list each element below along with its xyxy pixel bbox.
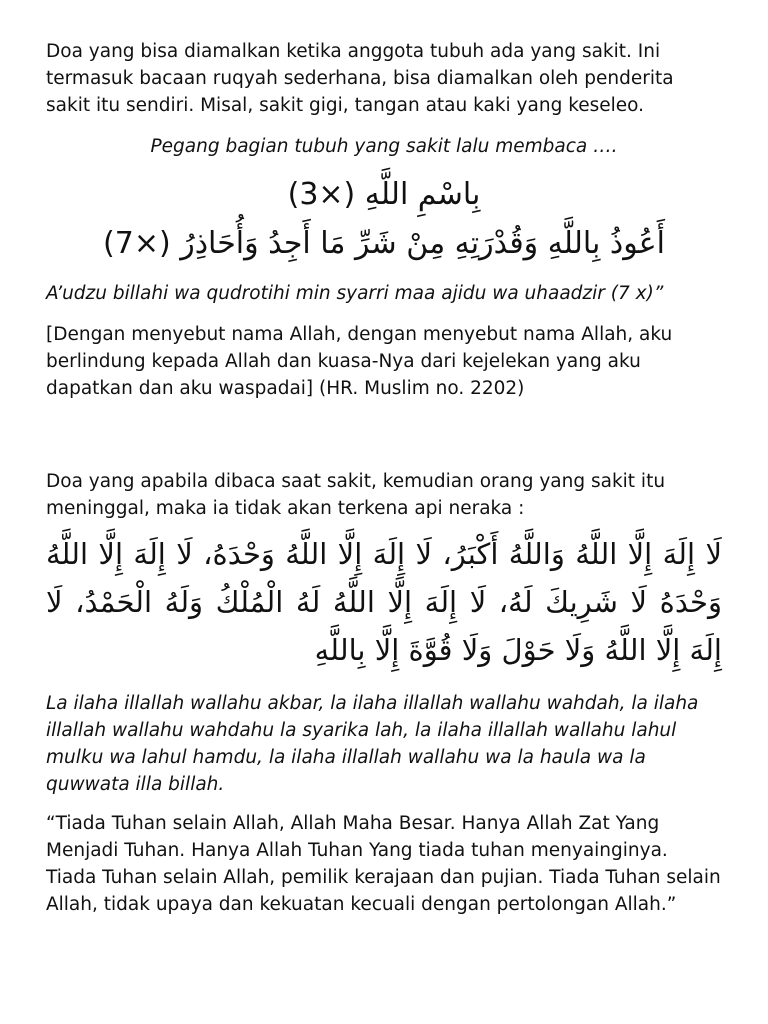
section2-translation: “Tiada Tuhan selain Allah, Allah Maha Besar. Hanya Allah Zat Yang Menjadi Tuhan. Hanya Allah Tuhan Yang tiada tuhan menyainginya. Tiada Tuhan selain Allah, pemilik kerajaan dan pujian. Tiada Tuhan selain Allah, tidak upaya dan kekuatan kecuali dengan pertolongan Allah.” [46,813,721,915]
section1-transliteration: A’udzu billahi wa qudrotihi min syarri maa ajidu wa uhaadzir (7 x)” [46,283,664,304]
section2-intro: Doa yang apabila dibaca saat sakit, kemudian orang yang sakit itu meninggal, maka ia tidak akan terkena api neraka : [46,471,666,519]
section2-transliteration: La ilaha illallah wallahu akbar, la ilaha illallah wallahu wahdah, la ilaha illallah wallahu wahdahu la syarika lah, la ilaha illallah wallahu lahul mulku wa lahul hamdu, la ilaha illallah wallahu wa la haula wa la quwwata illa billah. [46,693,699,795]
section1-instruction: Pegang bagian tubuh yang sakit lalu membaca …. [150,136,618,157]
arabic-tahlil: لَا إِلَهَ إِلَّا اللَّهُ وَاللَّهُ أَكْبَرُ، لَا إِلَهَ إِلَّا اللَّهُ وَحْدَهُ، لَا إِلَهَ إِلَّا اللَّهُ وَحْدَهُ لَا شَرِيكَ لَهُ، لَا إِلَهَ إِلَّا اللَّهُ لَهُ الْمُلْكُ وَلَهُ الْحَمْدُ، لَا إِلَهَ إِلَّا اللَّهُ وَلَا حَوْلَ وَلَا قُوَّةَ إِلَّا بِاللَّهِ [46,537,722,667]
section1-intro: Doa yang bisa diamalkan ketika anggota tubuh ada yang sakit. Ini termasuk bacaan ruqyah sederhana, bisa diamalkan oleh penderita sakit itu sendiri. Misal, sakit gigi, tangan atau kaki yang keseleo. [46,41,674,116]
arabic-taawudz: أَعُوذُ بِاللَّهِ وَقُدْرَتِهِ مِنْ شَرِّ مَا أَجِدُ وَأُحَاذِرُ (×7) [103,226,665,261]
arabic-basmala: بِاسْمِ اللَّهِ (×3) [287,177,481,212]
section1-translation: [Dengan menyebut nama Allah, dengan menyebut nama Allah, aku berlindung kepada Allah dan kuasa-Nya dari kejelekan yang aku dapatkan dan aku waspadai] (HR. Muslim no. 2202) [46,324,673,399]
